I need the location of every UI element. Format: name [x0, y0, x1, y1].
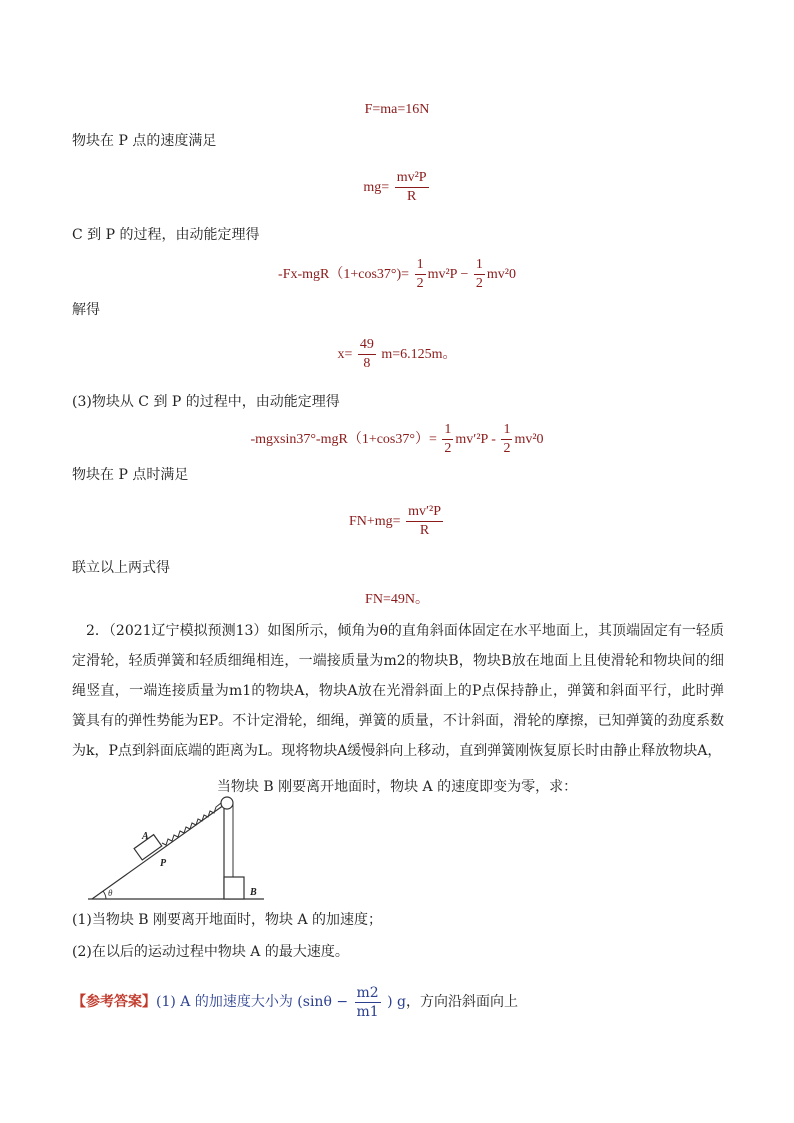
- question-2: (2)在以后的运动过程中物块 A 的最大速度。: [72, 944, 349, 960]
- text-part-3: (3)物块从 C 到 P 的过程中，由动能定理得: [72, 394, 340, 410]
- eq-fn-fraction: [406, 503, 443, 540]
- eq-e2-t1-num: 1: [442, 421, 453, 440]
- eq-fn-num: mv′²P: [406, 503, 443, 522]
- eq-e1-t2-var: mv²0: [486, 267, 516, 282]
- text-combine: 联立以上两式得: [72, 560, 170, 576]
- equation-x: [0, 335, 794, 375]
- eq-e2-t1-var: mv′²P: [455, 432, 488, 447]
- eq-e2-t2-var: mv²0: [514, 432, 544, 447]
- answer-formula-den: m1: [356, 1003, 379, 1020]
- eq-e2-minus: -: [491, 432, 496, 447]
- equation-mg: [0, 168, 794, 208]
- eq-mg-lhs: mg=: [363, 180, 390, 195]
- text-c-to-p: C 到 P 的过程，由动能定理得: [72, 227, 260, 243]
- answer-formula-fraction: [355, 984, 381, 1021]
- theta-arc: [103, 891, 106, 899]
- problem-2-text: 2．（2021辽宁模拟预测13）如图所示，倾角为θ的直角斜面体固定在水平地面上，其顶端固定有一轻质定滑轮，轻质弹簧和轻质细绳相连，一端接质量为m2的物块B，物块B放在地面上且使滑轮和物块间的细绳竖直，一端连接质量为m1的物块A，物块A放在光滑斜面上的P点保持静止，弹簧和斜面平行，此时弹簧具有的弹性势能为EP。不计定滑轮，细绳，弹簧的质量，不计斜面，滑轮的摩擦，已知弹簧的劲度系数为k，P点到斜面底端的距离为L。现将物块A缓慢斜向上移动，直到弹簧刚恢复原长时由静止释放物块A，: [72, 623, 724, 759]
- eq-x-rhs: m=6.125m。: [381, 347, 457, 362]
- equation-fn-result: FN=49N。: [365, 592, 429, 607]
- answer-suffix: ，方向沿斜面向上: [406, 994, 519, 1010]
- label-b: B: [250, 887, 257, 898]
- eq-e2-frac-1: [442, 421, 453, 458]
- equation-energy-1: [0, 255, 794, 295]
- eq-e1-lhs: -Fx-mgR（1+cos37°)=: [278, 267, 410, 282]
- eq-fn-lhs: FN+mg=: [348, 514, 401, 529]
- eq-e2-t2-num: 1: [501, 421, 512, 440]
- answer-prefix: (1) A 的加速度大小为: [156, 994, 293, 1010]
- block-b: [224, 877, 244, 899]
- eq-e1-minus: −: [460, 267, 469, 282]
- text-solve: 解得: [72, 302, 100, 318]
- question-1: (1)当物块 B 刚要离开地面时，物块 A 的加速度；: [72, 912, 383, 928]
- answer-formula-open: (sinθ −: [297, 994, 349, 1010]
- eq-x-den: 8: [363, 356, 371, 372]
- eq-mg-den: R: [406, 189, 417, 205]
- eq-e2-t2-den: 2: [503, 441, 511, 457]
- label-theta: θ: [108, 888, 113, 898]
- eq-e1-t1-den: 2: [416, 276, 424, 292]
- eq-e2-t1-den: 2: [444, 441, 452, 457]
- eq-e1-frac-1: [415, 256, 426, 293]
- eq-mg-num: mv²P: [395, 169, 429, 188]
- eq-e2-frac-2: [501, 421, 512, 458]
- spring: [162, 803, 221, 845]
- eq-x-fraction: [358, 336, 376, 373]
- equation-energy-2: [0, 420, 794, 460]
- text-p-speed: 物块在 P 点的速度满足: [72, 133, 217, 149]
- problem-2-tail: 当物块 B 刚要离开地面时，物块 A 的速度即变为零，求：: [216, 779, 578, 795]
- eq-mg-fraction: [395, 169, 429, 206]
- eq-e1-frac-2: [474, 256, 485, 293]
- text-p-point: 物块在 P 点时满足: [72, 467, 189, 483]
- answer-line: [72, 982, 518, 1022]
- answer-formula-num: m2: [356, 984, 379, 1001]
- eq-e1-t2-den: 2: [475, 276, 483, 292]
- pulley: [221, 797, 233, 809]
- label-a: A: [142, 831, 149, 842]
- eq-x-num: 49: [358, 336, 376, 355]
- eq-e1-t2-num: 1: [474, 256, 485, 275]
- answer-formula-close: ) g: [387, 994, 407, 1010]
- eq-e1-t1-var: mv²P: [427, 267, 457, 282]
- equation-fn: [0, 502, 794, 542]
- equation-force: F=ma=16N: [364, 102, 430, 117]
- answer-tag: 【参考答案】: [72, 994, 156, 1010]
- eq-fn-den: R: [419, 523, 430, 539]
- eq-x-lhs: x=: [337, 347, 353, 362]
- incline-surface: [92, 805, 224, 899]
- incline-figure: [86, 795, 266, 905]
- eq-e1-t1-num: 1: [415, 256, 426, 275]
- label-p: P: [160, 858, 167, 869]
- eq-e2-lhs: -mgxsin37°-mgR（1+cos37°）=: [250, 432, 437, 447]
